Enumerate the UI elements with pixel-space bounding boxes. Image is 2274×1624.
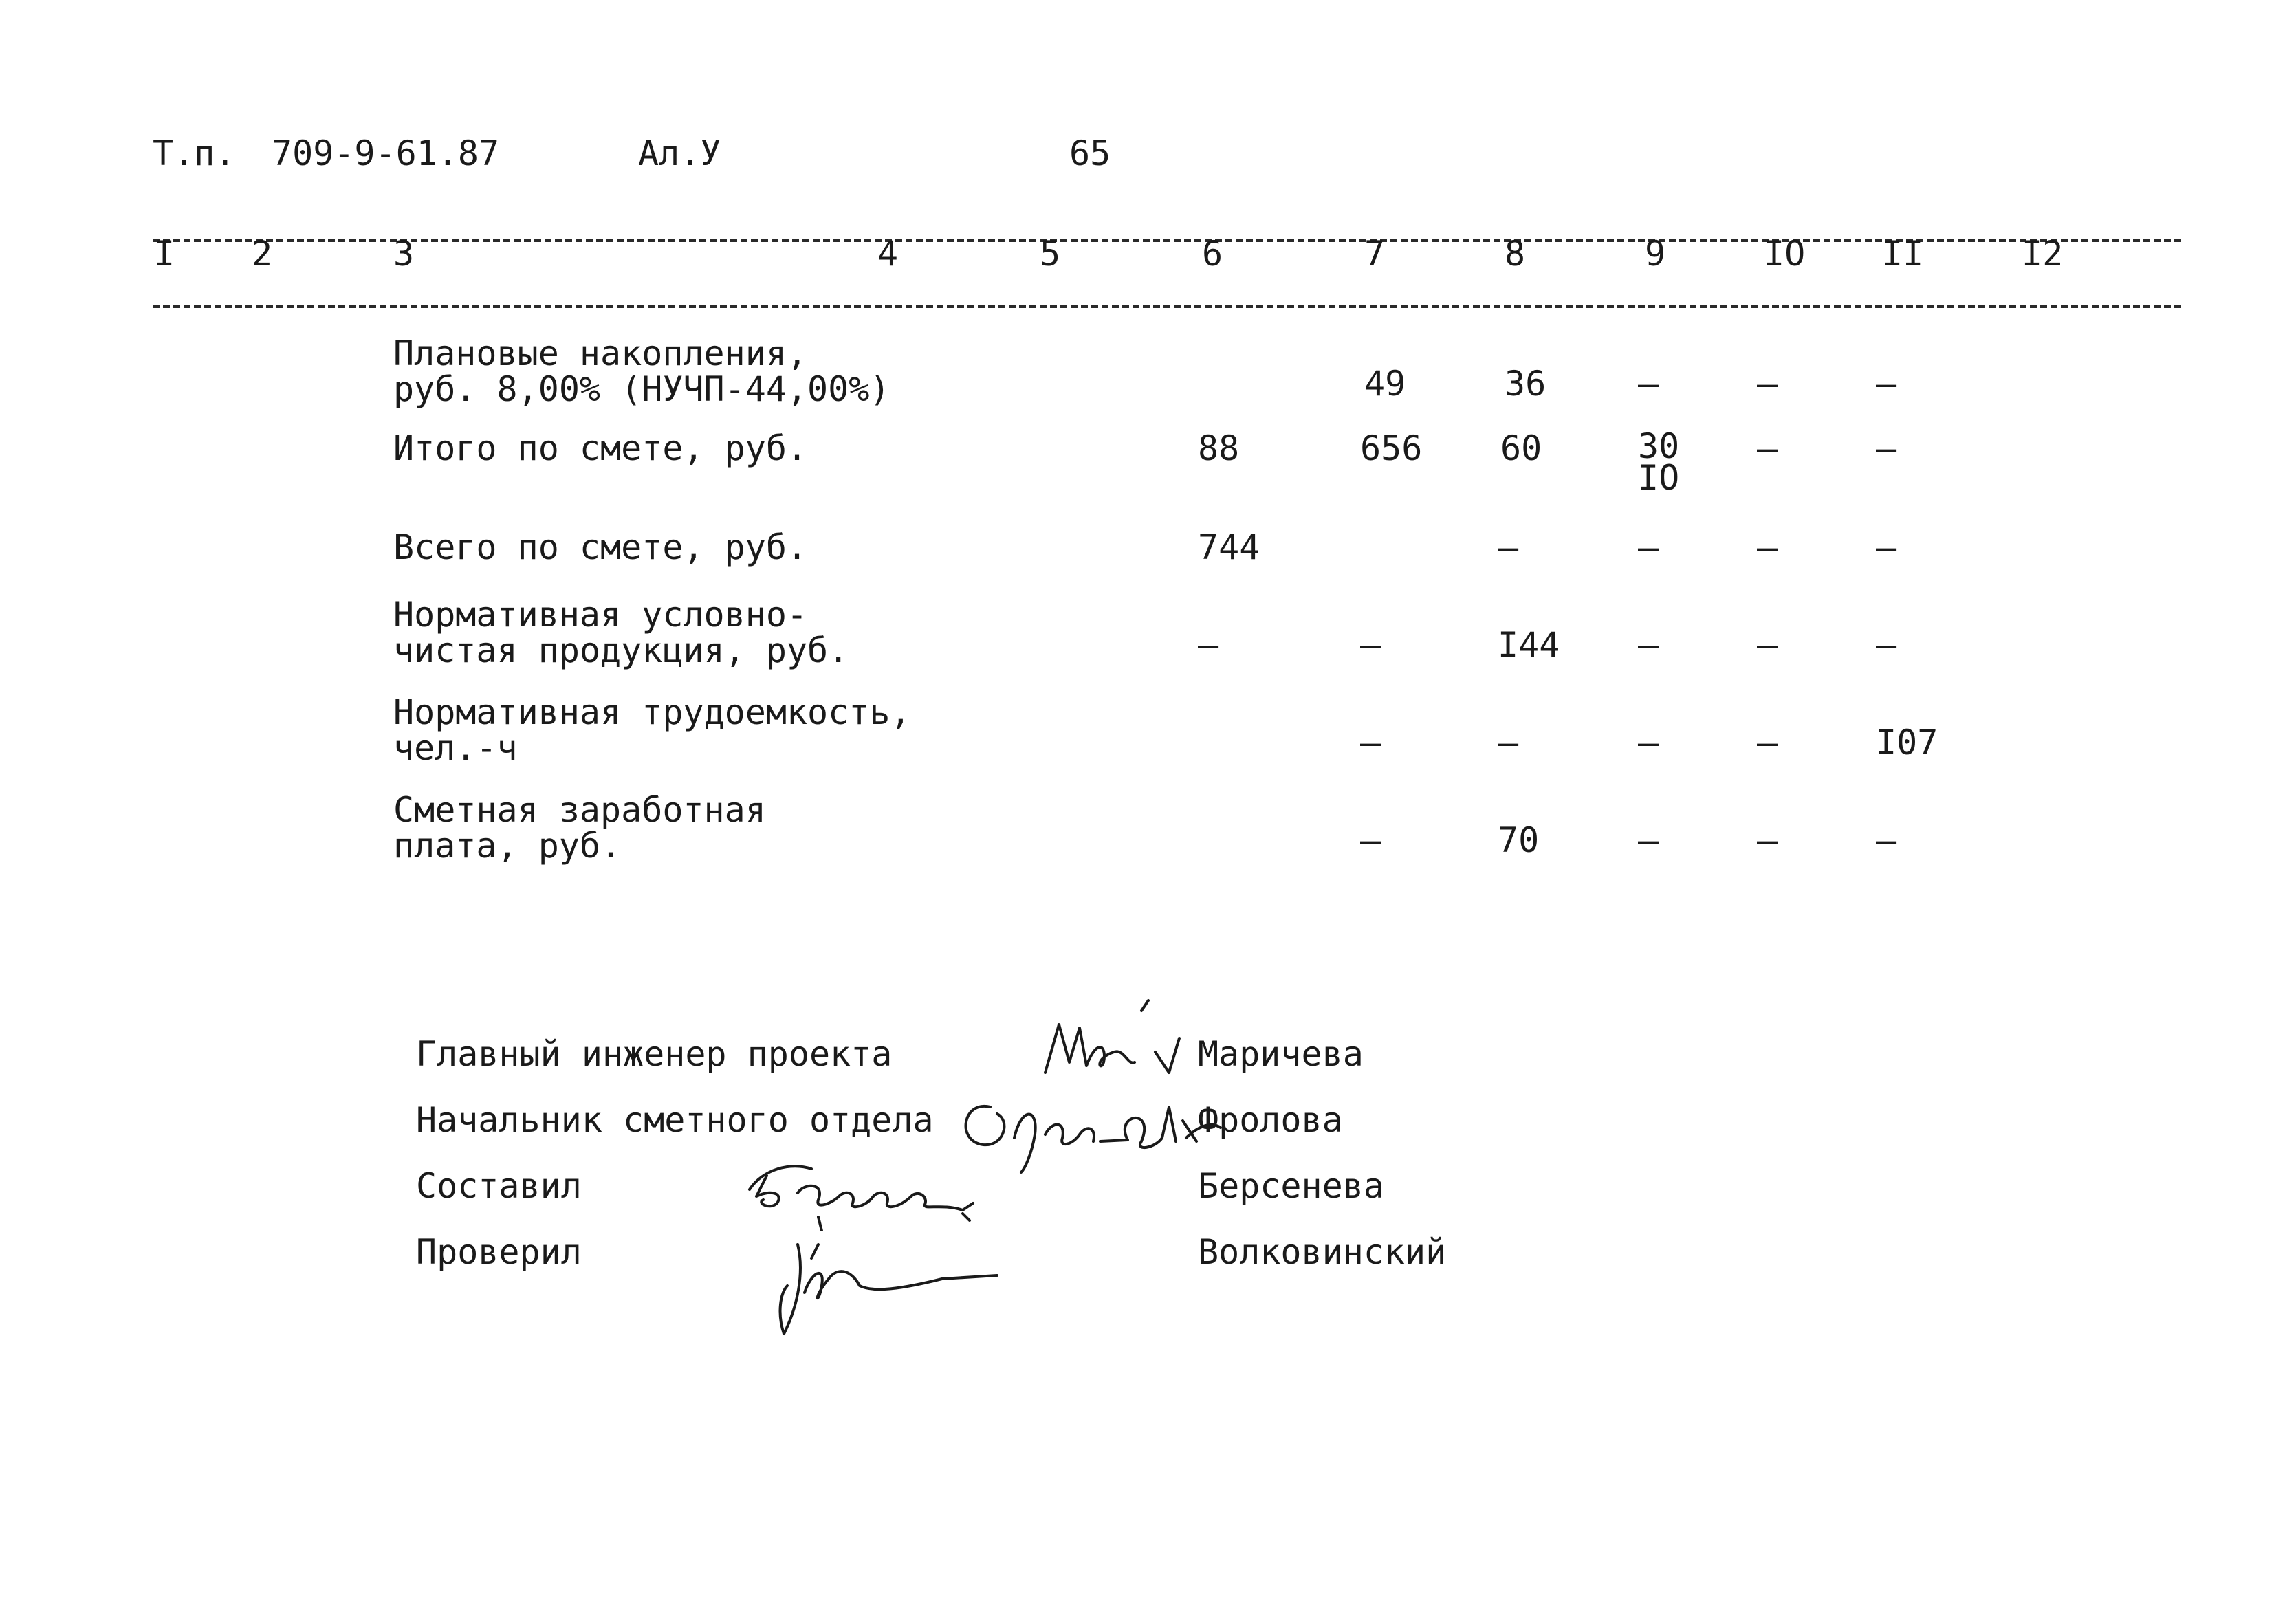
column-header: 4 [877, 234, 899, 274]
column-header: 8 [1505, 234, 1526, 274]
page-number: 65 [1069, 133, 1111, 173]
signature-role: Проверил [416, 1232, 582, 1272]
cell-col10: – [1757, 625, 1778, 665]
signature-name: Берсенева [1198, 1166, 1384, 1206]
cell-col9: – [1638, 820, 1659, 860]
cell-col11: – [1876, 820, 1897, 860]
column-header: I2 [2022, 234, 2064, 274]
doc-number: 709-9-61.87 [272, 133, 500, 173]
column-header: I [154, 234, 175, 274]
table-bottom-rule [153, 305, 2181, 308]
cell-col10: – [1757, 428, 1778, 468]
cell-col9: – [1638, 723, 1659, 762]
cell-col11: – [1876, 527, 1897, 567]
cell-col8: 60 [1500, 428, 1542, 468]
table-top-rule [153, 239, 2181, 242]
column-header: 7 [1364, 234, 1386, 274]
cell-col9: – [1638, 527, 1659, 567]
row-label: Нормативная трудоемкость, чел.-ч [393, 692, 911, 768]
handwritten-signature [949, 1079, 1224, 1176]
cell-col11: – [1876, 428, 1897, 468]
cell-col7: – [1360, 723, 1381, 762]
cell-col8: I44 [1498, 625, 1560, 665]
cell-col7: – [1360, 820, 1381, 860]
column-header: 2 [252, 234, 273, 274]
column-header: II [1882, 234, 1924, 274]
row-label: Сметная заработная плата, руб. [393, 790, 766, 866]
cell-col6: – [1198, 625, 1219, 665]
column-header: 3 [393, 234, 415, 274]
cell-col10: – [1757, 527, 1778, 567]
cell-col10: – [1757, 723, 1778, 762]
cell-col8: – [1498, 527, 1519, 567]
signature-name: Волковинский [1198, 1232, 1447, 1272]
signature-role: Главный инженер проекта [416, 1034, 893, 1074]
column-header: IO [1764, 234, 1806, 274]
cell-col7: – [1360, 625, 1381, 665]
cell-col7: 49 [1364, 364, 1406, 404]
doc-prefix: Т.п. [153, 133, 236, 173]
signature-name: Маричева [1198, 1034, 1364, 1074]
cell-col11: I07 [1876, 723, 1938, 762]
cell-col6: 744 [1198, 527, 1260, 567]
cell-col10: – [1757, 364, 1778, 404]
cell-col10: – [1757, 820, 1778, 860]
handwritten-signature [763, 1231, 1011, 1341]
cell-col8: – [1498, 723, 1519, 762]
cell-col11: – [1876, 625, 1897, 665]
column-header: 6 [1202, 234, 1223, 274]
cell-col9: – [1638, 625, 1659, 665]
row-label: Итого по смете, руб. [393, 428, 808, 468]
column-header: 9 [1645, 234, 1666, 274]
cell-col8: 70 [1498, 820, 1540, 860]
row-label: Всего по смете, руб. [393, 527, 808, 567]
signature-role: Составил [416, 1166, 582, 1206]
column-header: 5 [1040, 234, 1061, 274]
handwritten-signature [736, 1155, 983, 1231]
cell-col6: 88 [1198, 428, 1240, 468]
signature-name: Фролова [1198, 1100, 1343, 1140]
cell-col9: 30 IO [1638, 426, 1680, 498]
row-label: Плановые накопления, руб. 8,00% (НУЧП-44,00%) [393, 333, 890, 409]
signature-role: Начальник сметного отдела [416, 1100, 934, 1140]
cell-col9: – [1638, 364, 1659, 404]
cell-col11: – [1876, 364, 1897, 404]
cell-col8: 36 [1505, 364, 1546, 404]
cell-col7: 656 [1360, 428, 1423, 468]
album-label: Ал.У [638, 133, 721, 173]
row-label: Нормативная условно- чистая продукция, руб. [393, 595, 849, 670]
